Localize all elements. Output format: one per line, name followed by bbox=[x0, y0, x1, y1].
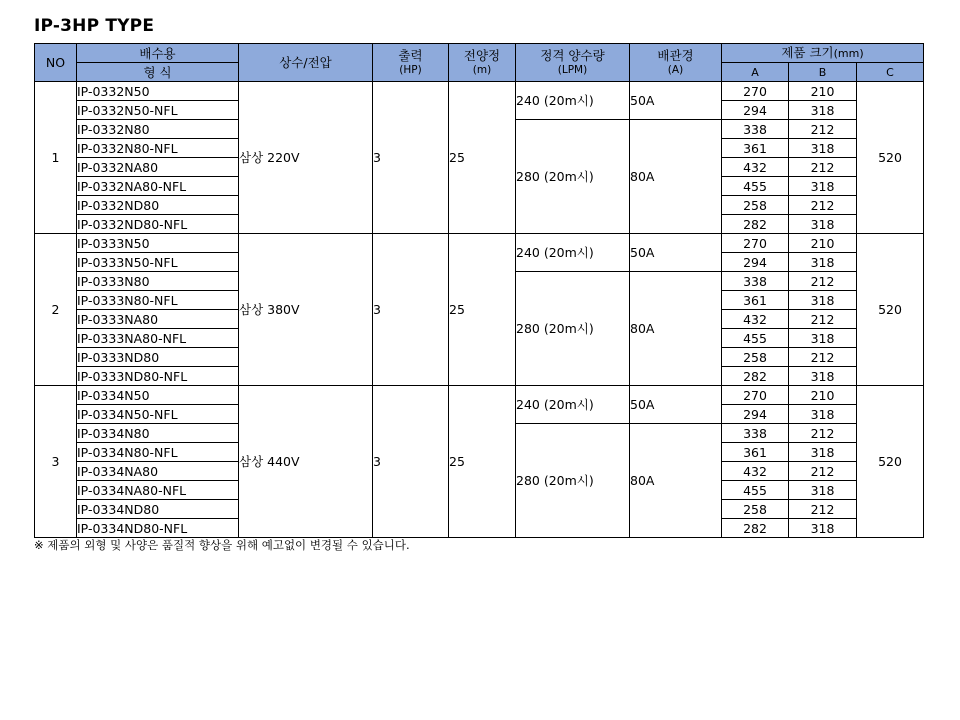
header-col-c: C bbox=[857, 63, 924, 82]
cell-head: 25 bbox=[449, 386, 516, 538]
cell-model: IP-0334NA80-NFL bbox=[77, 481, 239, 500]
cell-size-b: 212 bbox=[789, 310, 857, 329]
header-flow bbox=[516, 44, 630, 82]
cell-size-b: 318 bbox=[789, 291, 857, 310]
cell-pipe: 80A bbox=[630, 424, 722, 538]
cell-model: IP-0332N50 bbox=[77, 82, 239, 101]
cell-size-b: 210 bbox=[789, 234, 857, 253]
cell-size-b: 318 bbox=[789, 519, 857, 538]
cell-pipe: 50A bbox=[630, 82, 722, 120]
header-pipe bbox=[630, 44, 722, 82]
cell-no: 3 bbox=[35, 386, 77, 538]
cell-size-a: 258 bbox=[722, 500, 789, 519]
cell-size-a: 361 bbox=[722, 139, 789, 158]
cell-size-a: 432 bbox=[722, 462, 789, 481]
cell-model: IP-0332ND80 bbox=[77, 196, 239, 215]
cell-head: 25 bbox=[449, 234, 516, 386]
cell-size-a: 455 bbox=[722, 329, 789, 348]
header-flow-unit: (LPM) bbox=[557, 64, 588, 76]
table-header bbox=[35, 44, 924, 82]
header-size bbox=[722, 44, 924, 63]
cell-size-a: 432 bbox=[722, 158, 789, 177]
cell-size-b: 212 bbox=[789, 348, 857, 367]
cell-size-a: 270 bbox=[722, 386, 789, 405]
cell-no: 2 bbox=[35, 234, 77, 386]
header-phase: 상수/전압 bbox=[239, 44, 373, 82]
page-title: IP-3HP TYPE bbox=[34, 16, 155, 36]
cell-model: IP-0333N50 bbox=[77, 234, 239, 253]
cell-model: IP-0333N80 bbox=[77, 272, 239, 291]
cell-no: 1 bbox=[35, 82, 77, 234]
cell-model: IP-0334NA80 bbox=[77, 462, 239, 481]
cell-model: IP-0332N80-NFL bbox=[77, 139, 239, 158]
cell-size-b: 318 bbox=[789, 329, 857, 348]
cell-size-b: 318 bbox=[789, 367, 857, 386]
header-col-b: B bbox=[789, 63, 857, 82]
cell-size-a: 294 bbox=[722, 253, 789, 272]
cell-phase: 삼상 440V bbox=[239, 386, 373, 538]
cell-model: IP-0333ND80 bbox=[77, 348, 239, 367]
cell-phase: 삼상 220V bbox=[239, 82, 373, 234]
cell-model: IP-0332NA80 bbox=[77, 158, 239, 177]
cell-output: 3 bbox=[373, 234, 449, 386]
cell-size-a: 282 bbox=[722, 519, 789, 538]
cell-size-c: 520 bbox=[857, 234, 924, 386]
cell-size-b: 212 bbox=[789, 424, 857, 443]
cell-size-b: 318 bbox=[789, 405, 857, 424]
table-body bbox=[35, 82, 924, 538]
header-head-unit: (m) bbox=[472, 64, 492, 76]
cell-model: IP-0333N50-NFL bbox=[77, 253, 239, 272]
header-pipe-label: 배관경 bbox=[657, 48, 694, 63]
header-model-top: 배수용 bbox=[77, 44, 239, 63]
header-pipe-unit: (A) bbox=[667, 64, 684, 76]
cell-phase: 삼상 380V bbox=[239, 234, 373, 386]
cell-size-b: 210 bbox=[789, 386, 857, 405]
cell-output: 3 bbox=[373, 386, 449, 538]
cell-model: IP-0332N50-NFL bbox=[77, 101, 239, 120]
cell-flow: 280 (20m시) bbox=[516, 272, 630, 386]
cell-model: IP-0332ND80-NFL bbox=[77, 215, 239, 234]
cell-size-a: 294 bbox=[722, 101, 789, 120]
cell-flow: 280 (20m시) bbox=[516, 424, 630, 538]
header-flow-label: 정격 양수량 bbox=[540, 48, 605, 63]
cell-size-a: 258 bbox=[722, 196, 789, 215]
header-output-unit: (HP) bbox=[399, 64, 422, 76]
cell-model: IP-0334ND80 bbox=[77, 500, 239, 519]
cell-pipe: 80A bbox=[630, 272, 722, 386]
cell-size-b: 212 bbox=[789, 462, 857, 481]
header-size-label: 제품 크기 bbox=[781, 45, 834, 60]
cell-size-b: 318 bbox=[789, 139, 857, 158]
cell-size-a: 270 bbox=[722, 234, 789, 253]
header-head-label: 전양정 bbox=[463, 48, 501, 63]
cell-size-b: 318 bbox=[789, 443, 857, 462]
cell-size-a: 270 bbox=[722, 82, 789, 101]
cell-size-a: 338 bbox=[722, 120, 789, 139]
cell-size-a: 282 bbox=[722, 215, 789, 234]
cell-size-b: 212 bbox=[789, 500, 857, 519]
header-model-bottom: 형 식 bbox=[77, 63, 239, 82]
cell-size-b: 318 bbox=[789, 253, 857, 272]
cell-size-c: 520 bbox=[857, 386, 924, 538]
cell-size-a: 361 bbox=[722, 291, 789, 310]
table-row bbox=[35, 386, 924, 405]
cell-model: IP-0334ND80-NFL bbox=[77, 519, 239, 538]
cell-size-b: 212 bbox=[789, 158, 857, 177]
cell-model: IP-0334N80-NFL bbox=[77, 443, 239, 462]
cell-pipe: 50A bbox=[630, 386, 722, 424]
cell-size-b: 318 bbox=[789, 481, 857, 500]
cell-size-c: 520 bbox=[857, 82, 924, 234]
cell-size-a: 455 bbox=[722, 481, 789, 500]
cell-flow: 240 (20m시) bbox=[516, 234, 630, 272]
cell-model: IP-0333N80-NFL bbox=[77, 291, 239, 310]
cell-size-b: 318 bbox=[789, 177, 857, 196]
cell-size-b: 318 bbox=[789, 215, 857, 234]
cell-head: 25 bbox=[449, 82, 516, 234]
table-row bbox=[35, 234, 924, 253]
cell-size-b: 212 bbox=[789, 120, 857, 139]
cell-pipe: 80A bbox=[630, 120, 722, 234]
cell-flow: 280 (20m시) bbox=[516, 120, 630, 234]
cell-size-a: 258 bbox=[722, 348, 789, 367]
header-no: NO bbox=[35, 44, 77, 82]
cell-model: IP-0333NA80-NFL bbox=[77, 329, 239, 348]
cell-size-a: 338 bbox=[722, 272, 789, 291]
cell-size-b: 212 bbox=[789, 196, 857, 215]
cell-pipe: 50A bbox=[630, 234, 722, 272]
cell-flow: 240 (20m시) bbox=[516, 82, 630, 120]
header-size-unit: (mm) bbox=[833, 47, 864, 60]
cell-model: IP-0334N80 bbox=[77, 424, 239, 443]
spec-table bbox=[34, 43, 924, 538]
cell-size-b: 318 bbox=[789, 101, 857, 120]
cell-model: IP-0334N50 bbox=[77, 386, 239, 405]
cell-output: 3 bbox=[373, 82, 449, 234]
cell-size-b: 212 bbox=[789, 272, 857, 291]
cell-model: IP-0333NA80 bbox=[77, 310, 239, 329]
header-col-a: A bbox=[722, 63, 789, 82]
cell-model: IP-0333ND80-NFL bbox=[77, 367, 239, 386]
cell-size-b: 210 bbox=[789, 82, 857, 101]
table-row bbox=[35, 82, 924, 101]
header-head bbox=[449, 44, 516, 82]
cell-size-a: 338 bbox=[722, 424, 789, 443]
cell-size-a: 294 bbox=[722, 405, 789, 424]
cell-size-a: 455 bbox=[722, 177, 789, 196]
cell-flow: 240 (20m시) bbox=[516, 386, 630, 424]
cell-model: IP-0332NA80-NFL bbox=[77, 177, 239, 196]
cell-size-a: 282 bbox=[722, 367, 789, 386]
cell-size-a: 432 bbox=[722, 310, 789, 329]
header-output bbox=[373, 44, 449, 82]
cell-size-a: 361 bbox=[722, 443, 789, 462]
cell-model: IP-0332N80 bbox=[77, 120, 239, 139]
disclaimer-note: ※ 제품의 외형 및 사양은 품질적 향상을 위해 예고없이 변경될 수 있습니다. bbox=[34, 538, 410, 552]
header-output-label: 출력 bbox=[398, 48, 423, 63]
cell-model: IP-0334N50-NFL bbox=[77, 405, 239, 424]
